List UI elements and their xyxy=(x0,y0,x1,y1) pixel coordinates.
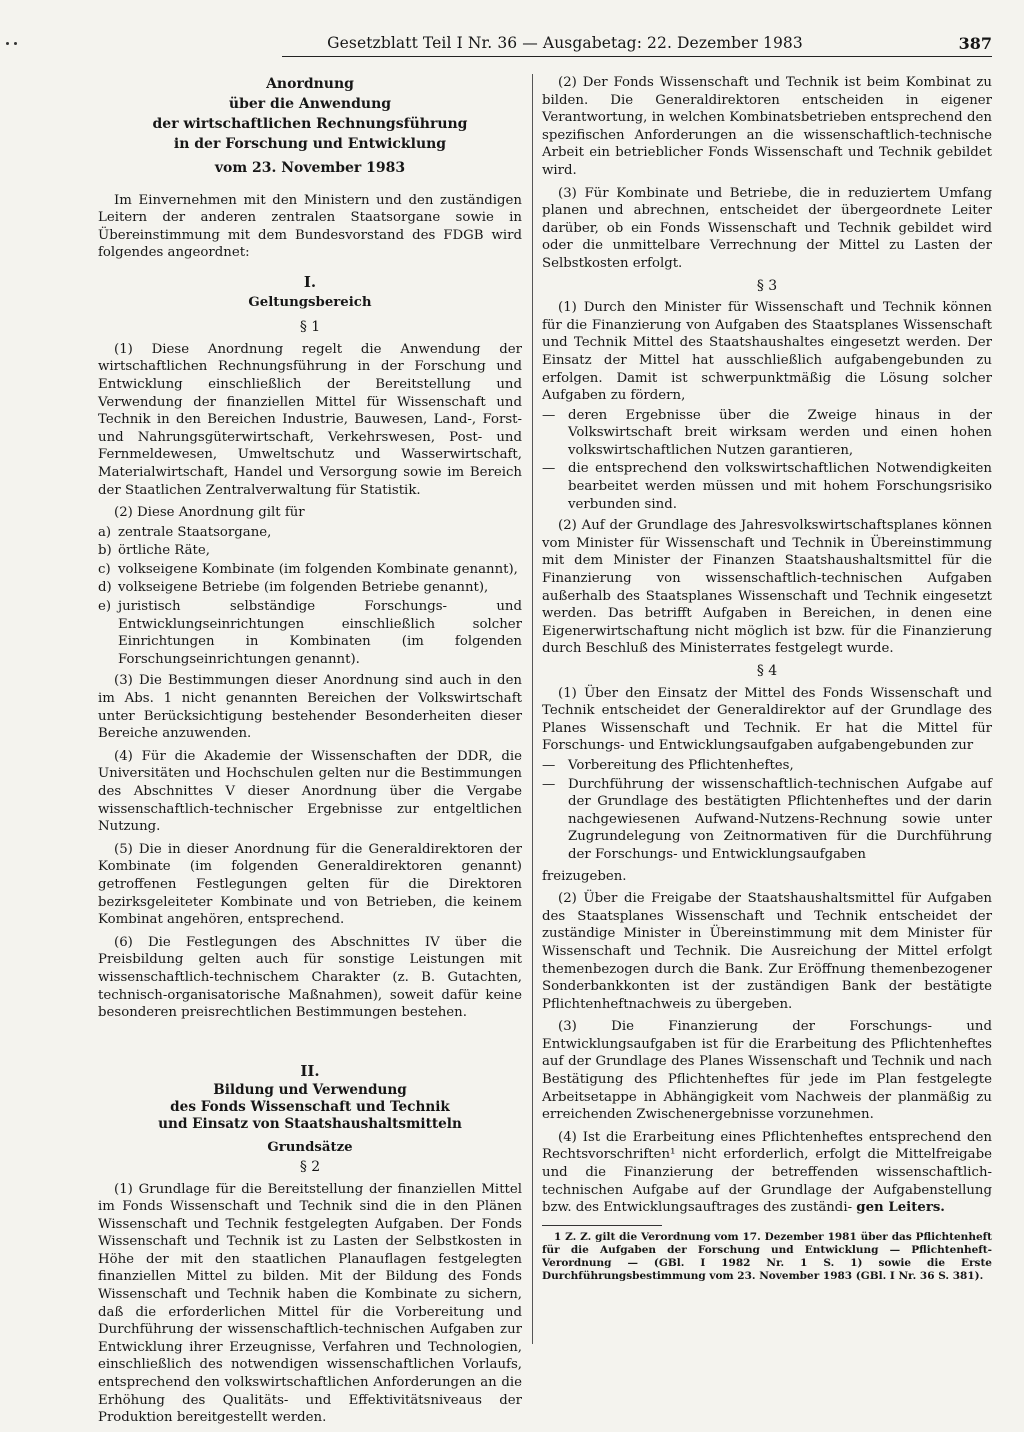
title-line: Anordnung xyxy=(266,76,354,92)
section-title-line: und Einsatz von Staatshaushaltsmitteln xyxy=(158,1116,462,1133)
page-header xyxy=(0,0,1024,60)
preamble: Im Einvernehmen mit den Ministern und den zuständigen Leitern der anderen zentralen Staatsorgane sowie in Übereinstimmung mit dem Bundesvorstand des FDGB wird folgendes angeordnet: xyxy=(98,192,522,261)
paragraph-text: (1) Grundlage für die Bereitstellung der finanziellen Mittel im Fonds Wissenschaft und Technik sind die in den Plänen Wissenschaft und Technik festgelegten Aufgaben. Der Fonds Wissenschaft und Technik ist zu Lasten der Selbstkosten in Höhe der mit den staatlichen Planauflagen festgelegten finanziellen Mittel zu bilden. Mit der Bildung des Fonds Wissenschaft und Technik haben die Kombinate zu sichern, daß die erforderlichen Mittel für die Vorbereitung und Durchführung der wissenschaftlich-technischen Aufgaben zur Entwicklung ihrer Erzeugnisse, Verfahren und Technologien, einschließlich des notwendigen wissenschaftlichen Vorlaufs, entsprechend den volkswirtschaftlichen Anforderungen an die Erhöhung des Qualitäts- und Effektivitätsniveaus der Produktion bereitgestellt werden. xyxy=(98,1181,522,1426)
paragraph-sign: § 2 xyxy=(299,1158,321,1175)
paragraph-text: (3) Die Finanzierung der Forschungs- und Entwicklungsaufgaben ist für die Erarbeitung des Pflichtenheftes auf der Grundlage des Planes Wissenschaft und Technik und nach Bestätigung des Pflichtenheftes für jede im Plan festgelegte Arbeitsetappe in Abhängigkeit vom Nachweis der planmäßig zu erreichenden Zwischenergebnisse vorzunehmen. xyxy=(542,1019,992,1123)
paragraph-text: (2) Diese Anordnung gilt für xyxy=(114,505,305,521)
gazette-title: Gesetzblatt Teil I Nr. 36 — Ausgabetag: 22. Dezember 1983 xyxy=(327,34,803,52)
footnote: 1 Z. Z. gilt die Verordnung vom 17. Dezember 1981 über das Pflichtenheft für die Aufgaben der Forschung und Entwicklung — Pflichtenheft-Verordnung — (GBl. I 1982 Nr. 1 S. 1) sowie die Erste Durchführungsbestimmung vom 23. November 1983 (GBl. I Nr. 36 S. 381). xyxy=(542,1230,992,1282)
scan-mark xyxy=(6,42,9,45)
section-title xyxy=(98,1082,522,1133)
paragraph-sign: § 4 xyxy=(756,663,778,679)
subsection-title: Grundsätze xyxy=(267,1140,353,1156)
paragraph-text: (2) Der Fonds Wissenschaft und Technik ist beim Kombinat zu bilden. Die Generaldirektoren entscheiden in eigener Verantwortung, in welchen Kombinatsbetrieben entsprechend den spezifischen Anforderungen an die wissenschaftlich-technische Arbeit ein betrieblicher Fonds Wissenschaft und Technik gebildet wird. xyxy=(542,75,992,178)
header-rule xyxy=(282,56,992,57)
document-title xyxy=(98,74,522,154)
section-number: II. xyxy=(300,1061,320,1080)
paragraph-text: (4) Für die Akademie der Wissenschaften der DDR, die Universitäten und Hochschulen gelten nur die Bestimmungen des Abschnittes V dieser Anordnung über die Vergabe wissenschaftlich-technischer Ergebnisse zur entgeltlichen Nutzung. xyxy=(98,748,522,835)
list-item: — Durchführung der wissenschaftlich-technischen Aufgabe auf der Grundlage des bestätigten Pflichtenheftes und der darin nachgewiesenen Aufwand-Nutzens-Rechnung sowie unter Zugrundelegung von Zeitnormativen für die Durchführung der Forschungs- und Entwicklungsaufgaben xyxy=(542,776,992,862)
paragraph-text xyxy=(542,1129,992,1217)
footnote-rule xyxy=(542,1225,662,1226)
list-item: — die entsprechend den volkswirtschaftlichen Notwendigkeiten bearbeitet werden müssen und mit hohem Forschungsrisiko verbunden sind. xyxy=(542,461,992,512)
paragraph-text: (1) Über den Einsatz der Mittel des Fonds Wissenschaft und Technik entscheidet der Generaldirektor auf der Grundlage des Planes Wissenschaft und Technik. Er hat die Mittel für Forschungs- und Entwicklungsaufgaben aufgabengebunden zur xyxy=(542,685,992,754)
left-column xyxy=(98,74,522,1432)
paragraph-text: (3) Für Kombinate und Betriebe, die in reduziertem Umfang planen und abrechnen, entscheidet der übergeordnete Leiter darüber, ob ein Fonds Wissenschaft und Technik gebildet wird oder die unmittelbare Verrechnung der Mittel zu Lasten der Selbstkosten erfolgt. xyxy=(542,185,992,271)
title-line: der wirtschaftlichen Rechnungsführung xyxy=(152,116,468,132)
paragraph-text: (5) Die in dieser Anordnung für die Generaldirektoren der Kombinate (im folgenden Generaldirektoren genannt) getroffenen Festlegungen gelten für die Direktoren bezirksgeleiteter Kombinate und von Betrieben, die keinem Kombinat angehören, entsprechend. xyxy=(98,841,522,928)
paragraph-text-end: gen Leiters. xyxy=(856,1200,945,1216)
page-number: 387 xyxy=(958,34,992,53)
paragraph-sign: § 3 xyxy=(756,277,778,294)
right-column xyxy=(542,74,992,1283)
list-item: b) örtliche Räte, xyxy=(98,543,211,559)
paragraph-text: (2) Auf der Grundlage des Jahresvolkswirtschaftsplanes können vom Minister für Wissenschaft und Technik in Übereinstimmung mit dem Minister der Finanzen Staatshaushaltsmittel für die Finanzierung von wissenschaftlich-technischen Aufgaben außerhalb des Staatsplanes Wissenschaft und Technik eingesetzt werden. Das betrifft Aufgaben in Bereichen, in denen eine Eigenerwirtschaftung nicht möglich ist bzw. für die Finanzierung durch Beschluß des Ministerrates festgelegt wurde. xyxy=(542,518,992,657)
section-number: I. xyxy=(303,272,317,291)
list-item: e) juristisch selbständige Forschungs- und Entwicklungseinrichtungen einschließlich solcher Einrichtungen in Kombinaten (im folgenden Forschungseinrichtungen genannt). xyxy=(98,599,522,667)
list-item: d) volkseigene Betriebe (im folgenden Betriebe genannt), xyxy=(98,580,489,596)
column-divider xyxy=(532,74,533,1344)
paragraph-text: freizugeben. xyxy=(542,868,627,884)
paragraph-text: (1) Diese Anordnung regelt die Anwendung der wirtschaftlichen Rechnungsführung in der Forschung und Entwicklung einschließlich der Bereitstellung und Verwendung der finanziellen Mittel für Wissenschaft und Technik in den Bereichen Industrie, Bauwesen, Land-, Forst- und Nahrungsgüterwirtschaft, Verkehrswesen, Post- und Fernmeldewesen, Umweltschutz und Wasserwirtschaft, Materialwirtschaft, Handel und Versorgung sowie im Bereich der Staatlichen Zentralverwaltung für Statistik. xyxy=(98,341,522,498)
paragraph-text-main: (4) Ist die Erarbeitung eines Pflichtenheftes entsprechend den Rechtsvorschriften¹ nicht erforderlich, erfolgt die Mittelfreigabe und die Finanzierung der betreffenden wissenschaftlich-technischen Aufgabe auf der Grundlage der Aufgabenstellung bzw. des Entwicklungsauftrages des zuständi- xyxy=(542,1129,992,1216)
dash-list xyxy=(542,407,992,514)
section-title-line: Bildung und Verwendung xyxy=(213,1082,407,1099)
paragraph-text: (2) Über die Freigabe der Staatshaushaltsmittel für Aufgaben des Staatsplanes Wissenschaft und Technik entscheidet der zuständige Minister in Übereinstimmung mit dem Minister für Wissenschaft und Technik. Die Ausreichung der Mittel erfolgt themenbezogen durch die Bank. Zur Eröffnung themenbezogener Sonderbankkonten ist der zuständigen Bank der bestätigte Pflichtenheftnachweis zu übergeben. xyxy=(542,891,992,1012)
list-item: c) volkseigene Kombinate (im folgenden Kombinate genannt), xyxy=(98,561,518,577)
scan-mark xyxy=(14,42,17,45)
title-line: über die Anwendung xyxy=(228,96,392,112)
paragraph-text: (6) Die Festlegungen des Abschnittes IV über die Preisbildung gelten auch für sonstige Leistungen mit wissenschaftlich-technischem Charakter (z. B. Gutachten, technisch-organisatorische Maßnahmen), soweit dafür keine besonderen preisrechtlichen Bestimmungen bestehen. xyxy=(98,934,522,1021)
paragraph-sign: § 1 xyxy=(299,319,321,336)
section-title-line: des Fonds Wissenschaft und Technik xyxy=(170,1099,450,1116)
list-item: — deren Ergebnisse über die Zweige hinaus in der Volkswirtschaft breit wirksam werden und einen hohen volkswirtschaftlichen Nutzen garantieren, xyxy=(542,407,992,458)
list-item: — Vorbereitung des Pflichtenheftes, xyxy=(542,757,794,773)
list-item: a) zentrale Staatsorgane, xyxy=(98,524,272,540)
applicability-list xyxy=(98,524,522,669)
paragraph-text: (3) Die Bestimmungen dieser Anordnung sind auch in den im Abs. 1 nicht genannten Bereichen der Volkswirtschaft unter Berücksichtigung bestehender Besonderheiten dieser Bereiche anzuwenden. xyxy=(98,673,522,742)
paragraph-text: (1) Durch den Minister für Wissenschaft und Technik können für die Finanzierung von Aufgaben des Staatsplanes Wissenschaft und Technik Mittel des Staatshaushaltes eingesetzt werden. Der Einsatz der Mittel hat ausschließlich aufgabengebunden zu erfolgen. Damit ist schwerpunktmäßig die Lösung solcher Aufgaben zu fördern, xyxy=(542,300,992,404)
section-title: Geltungsbereich xyxy=(248,294,372,310)
dash-list xyxy=(542,757,992,864)
title-line: in der Forschung und Entwicklung xyxy=(173,136,447,152)
document-date: vom 23. November 1983 xyxy=(214,160,406,176)
